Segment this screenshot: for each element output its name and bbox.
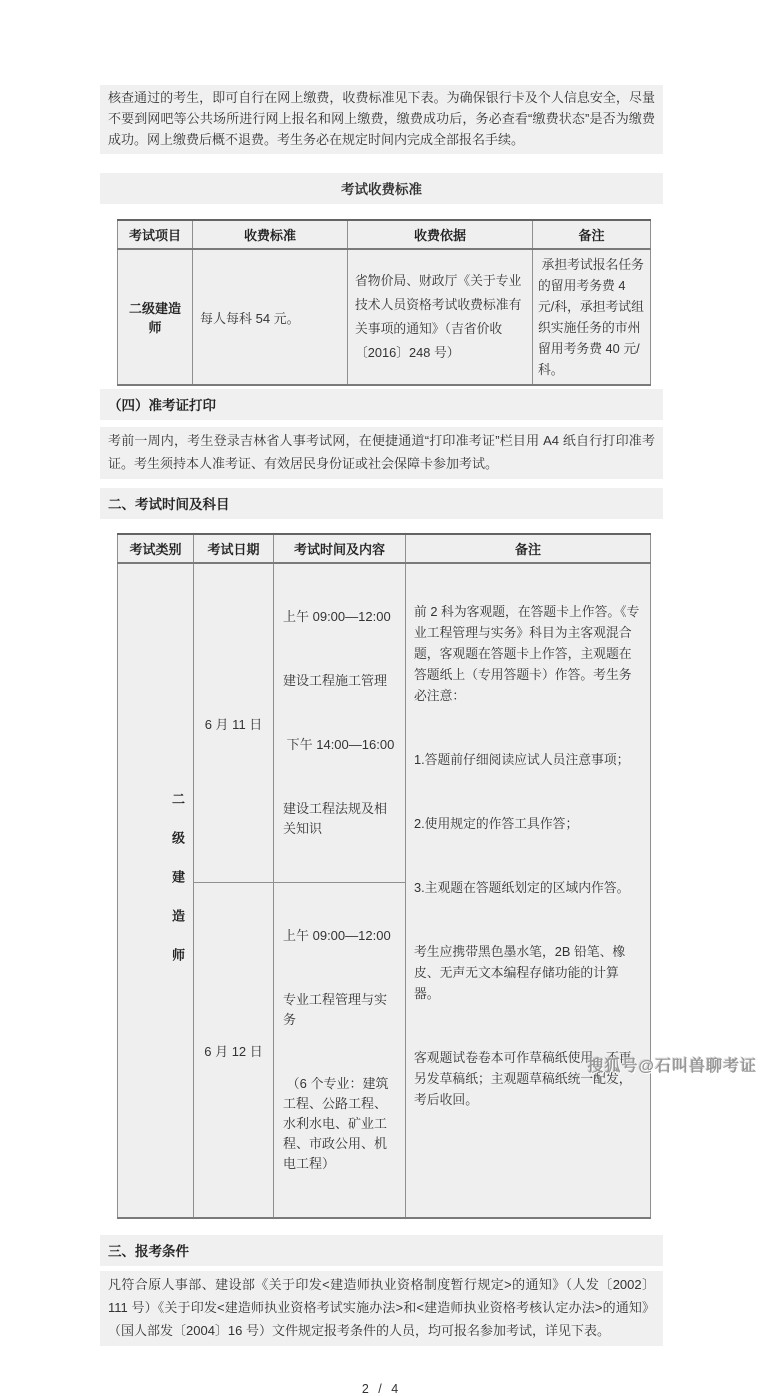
schedule-header-date: 考试日期 xyxy=(194,534,274,563)
fee-table-row xyxy=(118,249,651,385)
fee-cell-basis: 省物价局、财政厅《关于专业技术人员资格考试收费标准有关事项的通知》（吉省价收〔2016〕248 号） xyxy=(348,249,533,385)
fee-header-standard: 收费标准 xyxy=(193,220,348,249)
section-print-paragraph: 考前一周内，考生登录吉林省人事考试网，在便捷通道“打印准考证”栏目用 A4 纸自行打印准考证。考生须持本人准考证、有效居民身份证或社会保障卡参加考试。 xyxy=(100,427,663,479)
section-requirements-paragraph: 凡符合原人事部、建设部《关于印发<建造师执业资格制度暂行规定>的通知》（人发〔2002〕111 号）《关于印发<建造师执业资格考试实施办法>和<建造师执业资格考核认定办法>的通知》（国人部发〔2004〕16 号）文件规定报考条件的人员，均可报名参加考试，详见下表。 xyxy=(100,1271,663,1346)
schedule-header-category: 考试类别 xyxy=(118,534,194,563)
remark-paragraph: 1.答题前仔细阅读应试人员注意事项； xyxy=(414,752,630,767)
sohu-watermark: 搜狐号@石叫兽聊考证 xyxy=(587,1058,757,1075)
document-content xyxy=(100,85,663,1396)
fee-cell-standard: 每人每科 54 元。 xyxy=(193,249,348,385)
content-line: 专业工程管理与实务 xyxy=(283,992,388,1027)
schedule-header-row xyxy=(118,534,651,563)
content-line: （6 个专业：建筑工程、公路工程、水利水电、矿业工程、市政公用、机电工程） xyxy=(283,1076,389,1171)
schedule-cell-content-2 xyxy=(274,883,406,1219)
intro-paragraph: 核查通过的考生，即可自行在网上缴费，收费标准见下表。为确保银行卡及个人信息安全，尽量不要到网吧等公共场所进行网上报名和网上缴费，缴费成功后，务必查看“缴费状态”是否为缴费成功。网上缴费后概不退费。考生务必在规定时间内完成全部报名手续。 xyxy=(100,85,663,154)
content-line: 上午 09:00—12:00 xyxy=(283,609,391,624)
schedule-cell-remark xyxy=(406,563,651,1218)
remark-paragraph: 客观题试卷卷本可作草稿纸使用，不再另发草稿纸；主观题草稿纸统一配发，考后收回。 xyxy=(414,1050,632,1107)
fee-table-title: 考试收费标准 xyxy=(100,173,663,204)
section-schedule-title: 二、考试时间及科目 xyxy=(100,488,663,519)
schedule-cell-category xyxy=(118,563,194,1218)
remark-paragraph: 考生应携带黑色墨水笔，2B 铅笔、橡皮、无声无文本编程存储功能的计算器。 xyxy=(414,944,626,1001)
schedule-row-day1 xyxy=(118,563,651,883)
fee-header-item: 考试项目 xyxy=(118,220,193,249)
remark-paragraph: 前 2 科为客观题，在答题卡上作答。《专业工程管理与实务》科目为主客观混合题，客观题在答题卡上作答，主观题在答题纸上（专用答题卡）作答。考生务必注意： xyxy=(414,604,640,703)
content-line: 建设工程施工管理 xyxy=(283,673,388,688)
fee-table xyxy=(117,219,651,386)
fee-cell-exam-item: 二级建造师 xyxy=(118,249,193,385)
schedule-cell-date-1: 6 月 11 日 xyxy=(194,563,274,883)
remark-paragraph: 3.主观题在答题纸划定的区域内作答。 xyxy=(414,880,630,895)
content-line: 建设工程法规及相关知识 xyxy=(283,801,388,836)
category-vertical-text: 二级建造师 xyxy=(169,791,185,987)
section-requirements-title: 三、报考条件 xyxy=(100,1235,663,1266)
page-number: 2 / 4 xyxy=(361,1382,402,1396)
content-line: 上午 09:00—12:00 xyxy=(283,928,391,943)
fee-header-note: 备注 xyxy=(533,220,651,249)
fee-header-basis: 收费依据 xyxy=(348,220,533,249)
remark-paragraph: 2.使用规定的作答工具作答； xyxy=(414,816,579,831)
content-line: 下午 14:00—16:00 xyxy=(283,737,395,752)
fee-table-header-row xyxy=(118,220,651,249)
section-print-title: （四）准考证打印 xyxy=(100,389,663,420)
schedule-cell-date-2: 6 月 12 日 xyxy=(194,883,274,1219)
schedule-header-time-content: 考试时间及内容 xyxy=(274,534,406,563)
schedule-cell-content-1 xyxy=(274,563,406,883)
schedule-header-remark: 备注 xyxy=(406,534,651,563)
fee-cell-note: 承担考试报名任务的留用考务费 4 元/科，承担考试组织实施任务的市州留用考务费 40 元/科。 xyxy=(533,249,651,385)
schedule-table xyxy=(117,533,651,1219)
